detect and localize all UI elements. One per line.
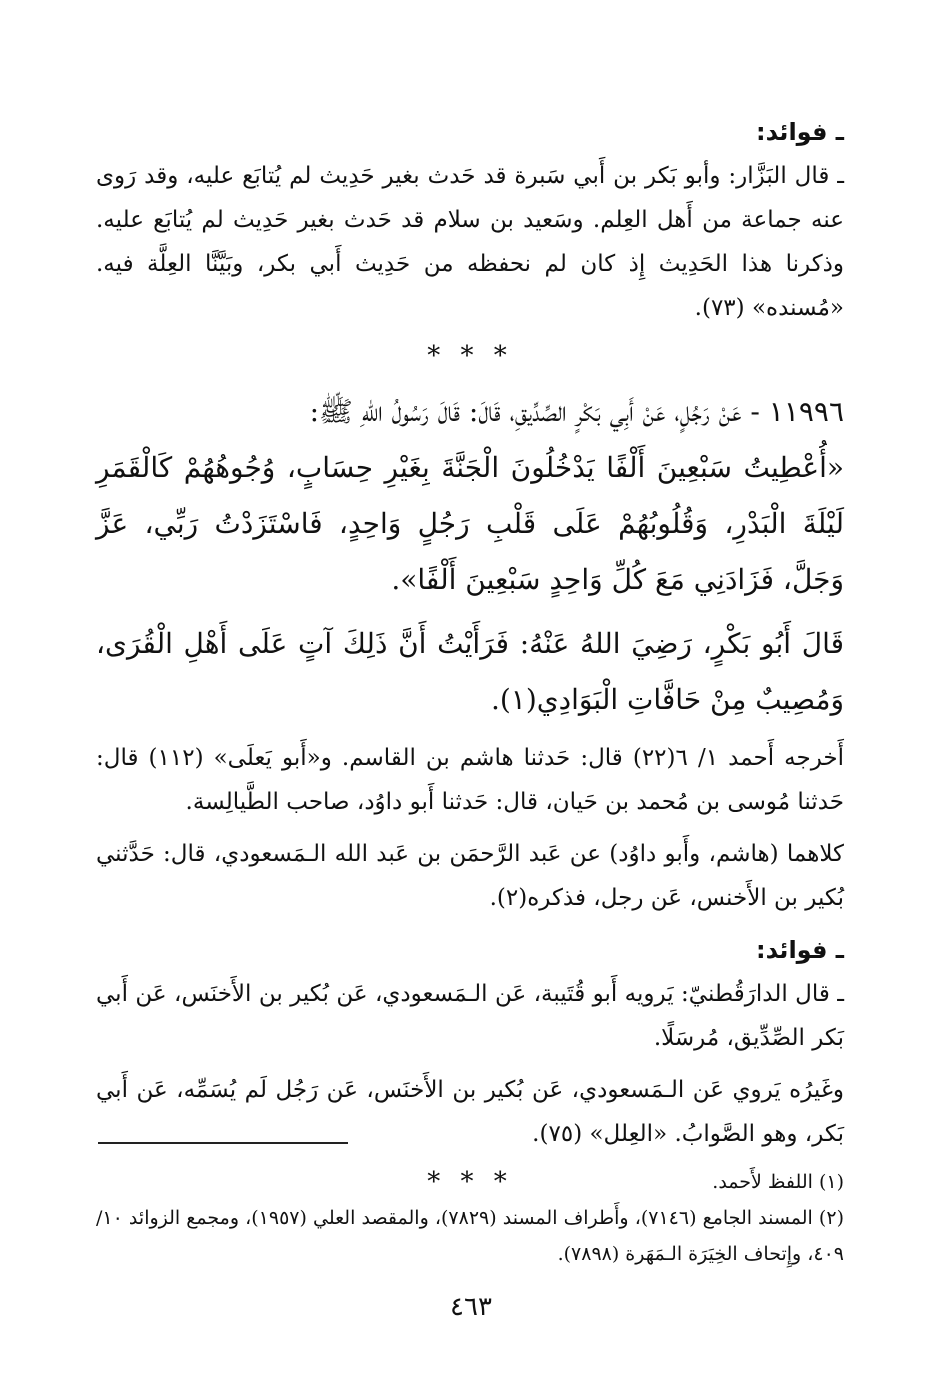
daraqutni-commentary: ـ قال الدارَقُطنيّ: يَرويه أَبو قُتَيبة، عَن الـمَسعودي، عَن بُكير بن الأَخنَس، عَن أَبي بَكر الصِّدِّيق، مُرسَلًا.: [96, 981, 844, 1051]
bazzar-commentary: ـ قال البَزَّار: وأبو بَكر بن أَبي سَبرة قد حَدث بغير حَدِيث لم يُتابَع عليه، وقد رَوى عنه جماعة من أَهل العِلم. وسَعيد بن سلام قد حَدث بغير حَدِيث لم يُتابَع عليه. وذكرنا هذا الحَدِيث إِذ كان لم نحفظه من حَدِيث أَبي بكر، وبَيَّنَّا العِلَّة فيه. «مُسنده» (٧٣).: [96, 163, 844, 321]
abubakr-statement: قَالَ أَبُو بَكْرٍ، رَضِيَ اللهُ عَنْهُ: فَرَأَيْتُ أَنَّ ذَلِكَ آتٍ عَلَى أَهْلِ الْقُرَى، وَمُصِيبٌ مِنْ حَافَّاتِ الْبَوَادِي(١).: [96, 627, 844, 716]
section-heading-fawaid-2: ـ فوائد:: [755, 936, 844, 964]
footnote-2: (٢) المسند الجامع (٧١٤٦)، وأَطراف المسند (٧٨٢٩)، والمقصد العلي (١٩٥٧)، ومجمع الزوائد ١٠/ ٤٠٩، وإِتحاف الخِيَرَة الـمَهَرة (٧٨٩٨).: [96, 1207, 844, 1265]
daraqutni-commentary-2: وغَيرُه يَروي عَن الـمَسعودي، عَن بُكير بن الأَخنَس، عَن رَجُل لَم يُسَمِّه، عَن أَبي بَكر، وهو الصَّوابُ. «العِلل» (٧٥).: [96, 1077, 844, 1147]
footnote-1: (١) اللفظ لأَحمد.: [712, 1171, 844, 1193]
page-body: [96, 110, 844, 1210]
takhrij-paragraph-1: أَخرجه أَحمد ١/ ٦(٢٢) قال: حَدثنا هاشم بن القاسم. و«أَبو يَعلَى» (١١٢) قال: حَدثنا مُوسى بن مُحمد بن حَيان، قال: حَدثنا أَبو داوُد، صاحب الطَّيالِسة.: [96, 745, 844, 815]
takhrij-paragraph-2: كلاهما (هاشم، وأَبو داوُد) عن عَبد الرَّحمَن بن عَبد الله الـمَسعودي، قال: حَدَّثني بُكير بن الأَخنس، عَن رجل، فذكره(٢).: [96, 841, 844, 911]
page-number: ٤٦٣: [450, 1292, 492, 1322]
hadith-intro: ١١٩٩٦ - عَنْ رَجُلٍ، عَنْ أَبِي بَكْرٍ الصِّدِّيقِ، قَالَ: قَالَ رَسُولُ اللهِ ﷺ:: [309, 395, 844, 428]
section-separator: * * *: [427, 341, 513, 371]
hadith-text: «أُعْطِيتُ سَبْعِينَ أَلْفًا يَدْخُلُونَ الْجَنَّةَ بِغَيْرِ حِسَابٍ، وُجُوهُهُمْ كَالْقَمَرِ لَيْلَةَ الْبَدْرِ، وَقُلُوبُهُمْ عَلَى قَلْبِ رَجُلٍ وَاحِدٍ، فَاسْتَزَدْتُ رَبِّي، عَزَّ وَجَلَّ، فَزَادَنِي مَعَ كُلِّ وَاحِدٍ سَبْعِينَ أَلْفًا».: [96, 451, 844, 596]
footnotes: [96, 1164, 844, 1272]
section-separator-2: * * *: [427, 1167, 513, 1197]
section-heading-fawaid: ـ فوائد:: [755, 118, 844, 146]
footnote-divider: [98, 1142, 348, 1144]
